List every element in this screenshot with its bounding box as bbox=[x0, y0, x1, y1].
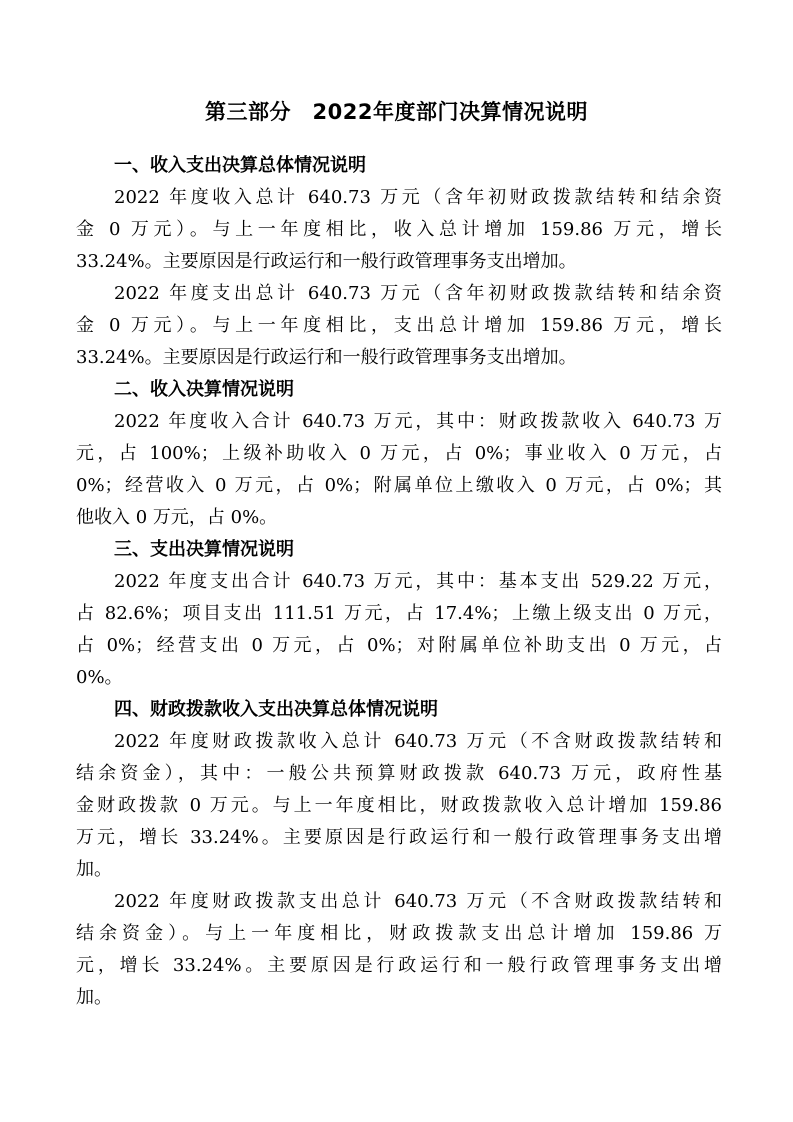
section-heading: 四、财政拨款收入支出决算总体情况说明 bbox=[114, 699, 438, 720]
paragraph-line: 加。 bbox=[76, 859, 112, 880]
page-title: 第三部分 2022年度部门决算情况说明 bbox=[205, 100, 588, 124]
paragraph-line: 结余资金），其中：一般公共预算财政拨款 640.73 万元，政府性基 bbox=[76, 763, 722, 784]
paragraph-line: 加。 bbox=[76, 987, 112, 1008]
paragraph-line: 2022 年度收入总计 640.73 万元（含年初财政拨款结转和结余资 bbox=[114, 187, 722, 208]
paragraph-line: 万元，增长 33.24%。主要原因是行政运行和一般行政管理事务支出增 bbox=[76, 827, 722, 848]
section-heading: 二、收入决算情况说明 bbox=[114, 379, 294, 400]
paragraph-line: 占 82.6%；项目支出 111.51 万元，占 17.4%；上缴上级支出 0 万元， bbox=[76, 603, 722, 624]
paragraph-line: 金财政拨款 0 万元。与上一年度相比，财政拨款收入总计增加 159.86 bbox=[76, 795, 722, 816]
paragraph-line: 2022 年度财政拨款支出总计 640.73 万元（不含财政拨款结转和 bbox=[114, 891, 722, 912]
paragraph-line: 0%。 bbox=[76, 667, 123, 688]
paragraph bbox=[76, 726, 722, 886]
paragraph-line: 2022 年度支出总计 640.73 万元（含年初财政拨款结转和结余资 bbox=[114, 283, 722, 304]
paragraph-line: 33.24%。主要原因是行政运行和一般行政管理事务支出增加。 bbox=[76, 347, 577, 368]
paragraph bbox=[76, 278, 722, 374]
document-body bbox=[76, 150, 722, 1014]
paragraph-line: 他收入 0 万元，占 0%。 bbox=[76, 507, 278, 528]
section-heading: 三、支出决算情况说明 bbox=[114, 539, 294, 560]
paragraph-line: 占 0%；经营支出 0 万元，占 0%；对附属单位补助支出 0 万元，占 bbox=[76, 635, 722, 656]
paragraph-line: 2022 年度收入合计 640.73 万元，其中：财政拨款收入 640.73 万 bbox=[114, 411, 722, 432]
paragraph-line: 结余资金）。与上一年度相比，财政拨款支出总计增加 159.86 万 bbox=[76, 923, 722, 944]
paragraph-line: 元，占 100%；上级补助收入 0 万元，占 0%；事业收入 0 万元，占 bbox=[76, 443, 722, 464]
paragraph bbox=[76, 406, 722, 534]
paragraph bbox=[76, 182, 722, 278]
paragraph-line: 金 0 万元）。与上一年度相比，支出总计增加 159.86 万元，增长 bbox=[76, 315, 722, 336]
paragraph-line: 2022 年度财政拨款收入总计 640.73 万元（不含财政拨款结转和 bbox=[114, 731, 722, 752]
section-heading: 一、收入支出决算总体情况说明 bbox=[114, 155, 366, 176]
paragraph-line: 33.24%。主要原因是行政运行和一般行政管理事务支出增加。 bbox=[76, 251, 577, 272]
paragraph-line: 元，增长 33.24%。主要原因是行政运行和一般行政管理事务支出增 bbox=[76, 955, 722, 976]
paragraph-line: 0%；经营收入 0 万元，占 0%；附属单位上缴收入 0 万元，占 0%；其 bbox=[76, 475, 722, 496]
paragraph-line: 金 0 万元）。与上一年度相比，收入总计增加 159.86 万元，增长 bbox=[76, 219, 722, 240]
paragraph bbox=[76, 566, 722, 694]
paragraph bbox=[76, 886, 722, 1014]
paragraph-line: 2022 年度支出合计 640.73 万元，其中：基本支出 529.22 万元， bbox=[114, 571, 722, 592]
